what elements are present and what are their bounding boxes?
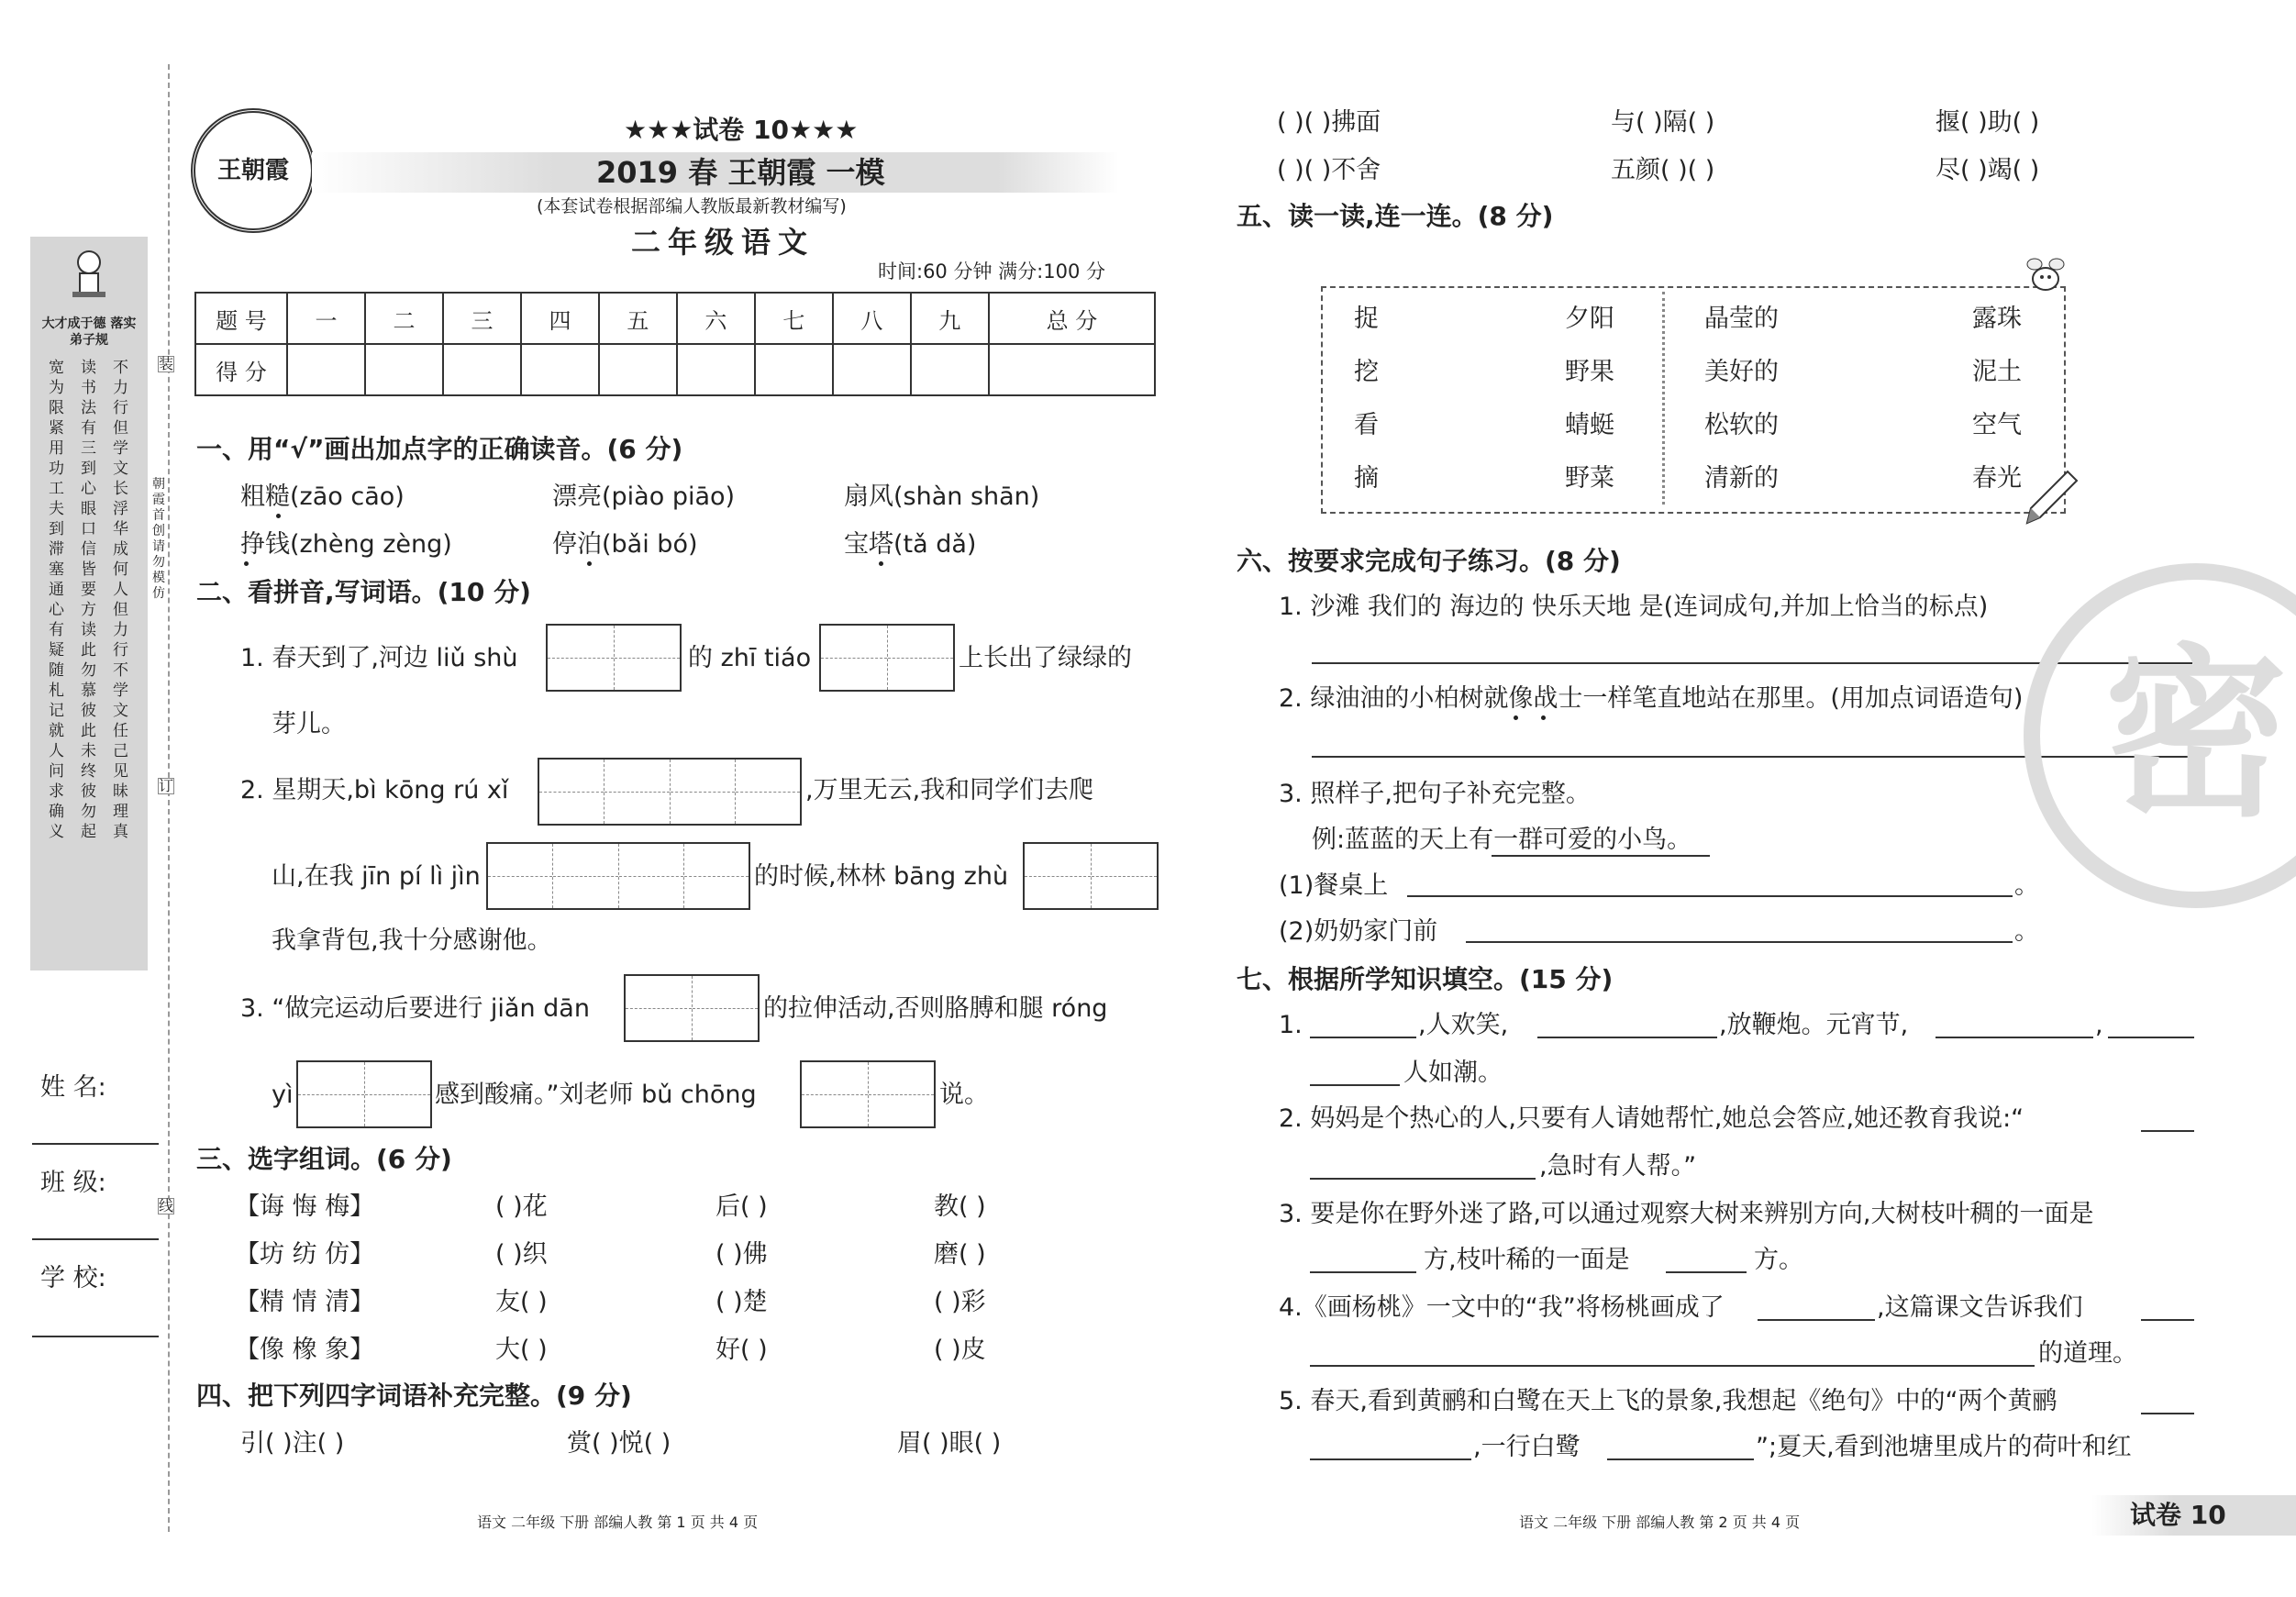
score-header: 二	[365, 293, 443, 344]
score-header: 六	[677, 293, 755, 344]
q5-noun[interactable]: 夕阳	[1565, 305, 1614, 333]
q7-blank[interactable]	[1537, 1037, 1717, 1038]
q2-title: 二、看拼音,写词语。(10 分)	[196, 577, 531, 607]
q5-adjective[interactable]: 美好的	[1704, 358, 1779, 386]
q3-blank[interactable]: ( )佛	[715, 1240, 768, 1269]
q7-s3: 方,枝叶稀的一面是	[1424, 1246, 1630, 1274]
q2-s1b: 的 zhī tiáo	[688, 644, 812, 672]
answer-grid-rongyi[interactable]	[296, 1060, 432, 1128]
emphasis-dot	[1541, 715, 1546, 720]
q7-blank[interactable]	[1310, 1271, 1416, 1273]
sidebar-col-3: 不力行但学文长浮华成何人但力行不学文任己见昧理真	[113, 359, 128, 841]
sidebar-motto: 大才成于德 落实弟子规	[41, 316, 137, 348]
school-field[interactable]	[32, 1336, 159, 1337]
q2-s2b: ,万里无云,我和同学们去爬	[805, 776, 1094, 804]
q5-noun[interactable]: 蜻蜓	[1565, 411, 1614, 439]
q5-adjective[interactable]: 清新的	[1704, 464, 1779, 493]
q7-s5: ,一行白鹭	[1473, 1433, 1581, 1461]
q3-blank[interactable]: ( )彩	[934, 1288, 986, 1316]
score-cell[interactable]	[443, 344, 521, 395]
q4-title: 四、把下列四字词语补充完整。(9 分)	[196, 1381, 632, 1411]
q3-title: 三、选字组词。(6 分)	[196, 1144, 452, 1174]
q1-title: 一、用“√”画出加点字的正确读音。(6 分)	[196, 434, 683, 464]
q6-title: 六、按要求完成句子练习。(8 分)	[1237, 546, 1621, 576]
sidebar-col-1: 宽为限紧用功工夫到滞塞通心有疑随札记就人问求确义	[49, 359, 64, 841]
q4-idiom[interactable]: 赏( )悦( )	[567, 1429, 671, 1458]
score-header: 四	[521, 293, 599, 344]
q7-blank[interactable]	[1607, 1458, 1754, 1460]
q3-chars: 【精 情 清】	[235, 1288, 375, 1316]
q7-blank[interactable]	[2108, 1037, 2194, 1038]
footer-left: 语文 二年级 下册 部编人教 第 1 页 共 4 页	[477, 1514, 759, 1531]
q4-idiom[interactable]: 五颜( )( )	[1611, 156, 1715, 184]
time-score: 时间:60 分钟 满分:100 分	[878, 261, 1105, 283]
score-cell[interactable]	[287, 344, 365, 395]
class-field[interactable]	[32, 1238, 159, 1240]
answer-grid-jiandan[interactable]	[624, 974, 760, 1042]
q7-s4: 4.《画杨桃》一文中的“我”将杨桃画成了	[1279, 1293, 1725, 1322]
score-cell[interactable]	[989, 344, 1155, 395]
q1-item: 宝塔(tǎ dǎ)	[844, 530, 977, 559]
fold-label-3: 线	[159, 1197, 174, 1214]
q2-s3c: yì	[272, 1081, 294, 1109]
q2-s3b: 的拉伸活动,否则胳膊和腿 róng	[763, 994, 1108, 1023]
q5-object[interactable]: 泥土	[1972, 358, 2022, 386]
answer-grid-liushu[interactable]	[546, 624, 682, 692]
answer-grid-buchong[interactable]	[800, 1060, 936, 1128]
score-cell[interactable]	[599, 344, 677, 395]
q3-blank[interactable]: 磨( )	[934, 1240, 986, 1269]
q5-noun[interactable]: 野果	[1565, 358, 1614, 386]
score-table	[194, 292, 1156, 396]
score-cell[interactable]	[677, 344, 755, 395]
score-header: 七	[755, 293, 833, 344]
subject-title: 二年级语文	[631, 225, 815, 260]
q7-blank[interactable]	[1310, 1084, 1400, 1086]
q7-s2: 2. 妈妈是个热心的人,只要有人请她帮忙,她总会答应,她还教育我说:“	[1279, 1104, 2024, 1133]
q7-blank[interactable]	[1310, 1178, 1536, 1180]
q7-blank[interactable]	[1310, 1037, 1416, 1038]
q7-blank[interactable]	[2141, 1319, 2194, 1321]
q4-idiom[interactable]: 引( )注( )	[240, 1429, 345, 1458]
edition-note: (本套试卷根据部编人教版最新教材编写)	[537, 196, 847, 216]
q7-s1: ,人欢笑,	[1418, 1011, 1509, 1039]
confidential-stamp	[2024, 563, 2296, 908]
exam-title: 2019 春 王朝霞 一模	[596, 155, 885, 190]
q4-idiom[interactable]: ( )( )不舍	[1277, 156, 1381, 184]
paper-number: ★★★试卷 10★★★	[624, 115, 859, 145]
fold-label-2: 订	[159, 777, 174, 794]
name-label: 姓 名:	[40, 1073, 106, 1102]
q4-idiom[interactable]: 与( )隔( )	[1611, 108, 1715, 137]
q5-adjective[interactable]: 松软的	[1704, 411, 1779, 439]
q5-object[interactable]: 春光	[1972, 464, 2022, 493]
q6-answer-line-4[interactable]	[1466, 941, 2013, 943]
q6-example: 例:蓝蓝的天上有一群可爱的小鸟。	[1312, 826, 1692, 854]
q2-s1d: 芽儿。	[272, 710, 346, 738]
q3-chars: 【诲 悔 梅】	[235, 1192, 375, 1221]
q7-blank[interactable]	[2141, 1413, 2194, 1414]
q3-blank[interactable]: 友( )	[495, 1288, 548, 1316]
q7-blank[interactable]	[1758, 1319, 1875, 1321]
score-cell[interactable]	[755, 344, 833, 395]
sidebar-motto-panel	[30, 237, 148, 970]
score-header: 五	[599, 293, 677, 344]
q2-s3a: 3. “做完运动后要进行 jiǎn dān	[240, 994, 590, 1023]
name-field[interactable]	[32, 1143, 159, 1145]
q2-s2e: 我拿背包,我十分感谢他。	[272, 926, 552, 955]
answer-grid-jinpilijin[interactable]	[486, 842, 750, 910]
q6-answer-line-3[interactable]	[1407, 895, 2013, 897]
q3-blank[interactable]: 后( )	[715, 1192, 768, 1221]
fold-label-1: 装	[159, 355, 174, 372]
q7-s1: ,	[2095, 1011, 2103, 1039]
q3-blank[interactable]: ( )皮	[934, 1336, 986, 1364]
q7-s1: ,放鞭炮。元宵节,	[1719, 1011, 1909, 1039]
q7-blank[interactable]	[1310, 1365, 2035, 1367]
q3-blank[interactable]: ( )花	[495, 1192, 548, 1221]
q5-object[interactable]: 露珠	[1972, 305, 2022, 333]
answer-grid-bikongruxi[interactable]	[538, 758, 802, 826]
q5-adjective[interactable]: 晶莹的	[1704, 305, 1779, 333]
score-header: 八	[833, 293, 911, 344]
q2-s1a: 1. 春天到了,河边 liǔ shù	[240, 644, 518, 672]
q7-s3: 3. 要是你在野外迷了路,可以通过观察大树来辨别方向,大树枝叶稠的一面是	[1279, 1200, 2094, 1228]
q6-p2: (2)奶奶家门前	[1279, 917, 1438, 946]
q1-item: 停泊(bǎi bó)	[552, 530, 698, 559]
emphasis-dot	[276, 514, 281, 518]
emphasis-dot	[587, 561, 592, 566]
q6-s2: 2. 绿油油的小柏树就像战士一样笔直地站在那里。(用加点词语造句)	[1279, 684, 2024, 713]
q7-title: 七、根据所学知识填空。(15 分)	[1237, 964, 1614, 994]
q7-blank[interactable]	[2141, 1130, 2194, 1132]
school-label: 学 校:	[40, 1264, 106, 1292]
score-cell[interactable]	[833, 344, 911, 395]
stamp-text: 密	[2103, 628, 2288, 842]
q1-item: 扇风(shàn shān)	[844, 482, 1040, 511]
q5-object[interactable]: 空气	[1972, 411, 2022, 439]
q2-s1c: 上长出了绿绿的	[959, 644, 1132, 672]
emphasis-dot	[1514, 715, 1518, 720]
class-label: 班 级:	[40, 1169, 106, 1197]
q3-blank[interactable]: 教( )	[934, 1192, 986, 1221]
score-cell[interactable]	[911, 344, 989, 395]
student-figure-icon	[67, 246, 111, 301]
score-header: 三	[443, 293, 521, 344]
q2-s3e: 说。	[939, 1081, 989, 1109]
emphasis-dot	[879, 561, 883, 566]
q2-s3d: 感到酸痛。”刘老师 bǔ chōng	[435, 1081, 757, 1109]
q7-s4: ,这篇课文告诉我们	[1877, 1293, 2083, 1322]
score-cell[interactable]	[365, 344, 443, 395]
q7-s3: 方。	[1754, 1246, 1803, 1274]
q7-s5: 5. 春天,看到黄鹂和白鹭在天上飞的景象,我想起《绝句》中的“两个黄鹂	[1279, 1387, 2058, 1415]
q3-blank[interactable]: 好( )	[715, 1336, 768, 1364]
q7-s1: 人如潮。	[1403, 1059, 1503, 1087]
footer-tag: 试卷 10	[2130, 1500, 2226, 1530]
q7-s2: ,急时有人帮。”	[1539, 1152, 1697, 1181]
bee-icon	[2018, 248, 2073, 303]
emphasis-dot	[244, 561, 249, 566]
q5-title: 五、读一读,连一连。(8 分)	[1237, 201, 1554, 231]
q3-blank[interactable]: ( )楚	[715, 1288, 768, 1316]
q2-s2c: 山,在我 jīn pí lì jìn	[272, 862, 481, 891]
brand-logo	[191, 108, 316, 233]
q6-p1: (1)餐桌上	[1279, 871, 1389, 900]
q5-noun[interactable]: 野菜	[1565, 464, 1614, 493]
fold-dashed-line	[168, 64, 170, 1532]
side-note: 朝霞首创 请勿模仿	[152, 477, 165, 601]
score-header: 题 号	[195, 293, 287, 344]
q4-idiom[interactable]: 尽( )竭( )	[1936, 156, 2040, 184]
score-row-label: 得 分	[195, 344, 287, 395]
q4-idiom[interactable]: 眉( )眼( )	[897, 1429, 1002, 1458]
q7-blank[interactable]	[1666, 1271, 1747, 1273]
answer-grid-bangzhu[interactable]	[1023, 842, 1159, 910]
q7-blank[interactable]	[1310, 1458, 1471, 1460]
q1-item: 漂亮(piào piāo)	[552, 482, 736, 511]
score-cell[interactable]	[521, 344, 599, 395]
q4-idiom[interactable]: ( )( )拂面	[1277, 108, 1381, 137]
q6-s1: 1. 沙滩 我们的 海边的 快乐天地 是(连词成句,并加上恰当的标点)	[1279, 593, 1989, 621]
q6-period: 。	[2014, 871, 2039, 900]
q3-chars: 【坊 纺 仿】	[235, 1240, 375, 1269]
q1-item: 粗糙(zāo cāo)	[240, 482, 405, 511]
q1-item: 挣钱(zhèng zèng)	[240, 530, 452, 559]
logo-text: 王朝霞	[216, 157, 289, 184]
vine-divider	[1662, 292, 1678, 505]
q5-verb[interactable]: 挖	[1354, 358, 1379, 386]
answer-grid-zhitiao[interactable]	[819, 624, 955, 692]
score-header: 九	[911, 293, 989, 344]
q3-blank[interactable]: ( )织	[495, 1240, 548, 1269]
sidebar-col-2: 读书法有三到心眼口信皆要方读此勿慕彼此未终彼勿起	[81, 359, 96, 841]
q3-chars: 【像 橡 象】	[235, 1336, 375, 1364]
q7-s1: 1.	[1279, 1011, 1303, 1039]
q4-idiom[interactable]: 揠( )助( )	[1936, 108, 2040, 137]
q5-verb[interactable]: 捉	[1354, 305, 1379, 333]
matching-box	[1321, 286, 2066, 514]
q7-blank[interactable]	[1936, 1037, 2093, 1038]
pencil-icon	[2018, 466, 2082, 530]
footer-right: 语文 二年级 下册 部编人教 第 2 页 共 4 页	[1519, 1514, 1801, 1531]
q6-period: 。	[2014, 917, 2039, 946]
q7-s4: 的道理。	[2038, 1339, 2137, 1368]
q3-blank[interactable]: 大( )	[495, 1336, 548, 1364]
q2-s2d: 的时候,林林 bāng zhù	[754, 862, 1009, 891]
example-underline	[1492, 855, 1710, 857]
q7-s5: ”;夏天,看到池塘里成片的荷叶和红	[1756, 1433, 2132, 1461]
score-header: 总 分	[989, 293, 1155, 344]
q5-verb[interactable]: 看	[1354, 411, 1379, 439]
score-header: 一	[287, 293, 365, 344]
q5-verb[interactable]: 摘	[1354, 464, 1379, 493]
q6-s3: 3. 照样子,把句子补充完整。	[1279, 780, 1591, 808]
q2-s2a: 2. 星期天,bì kōng rú xǐ	[240, 776, 509, 804]
